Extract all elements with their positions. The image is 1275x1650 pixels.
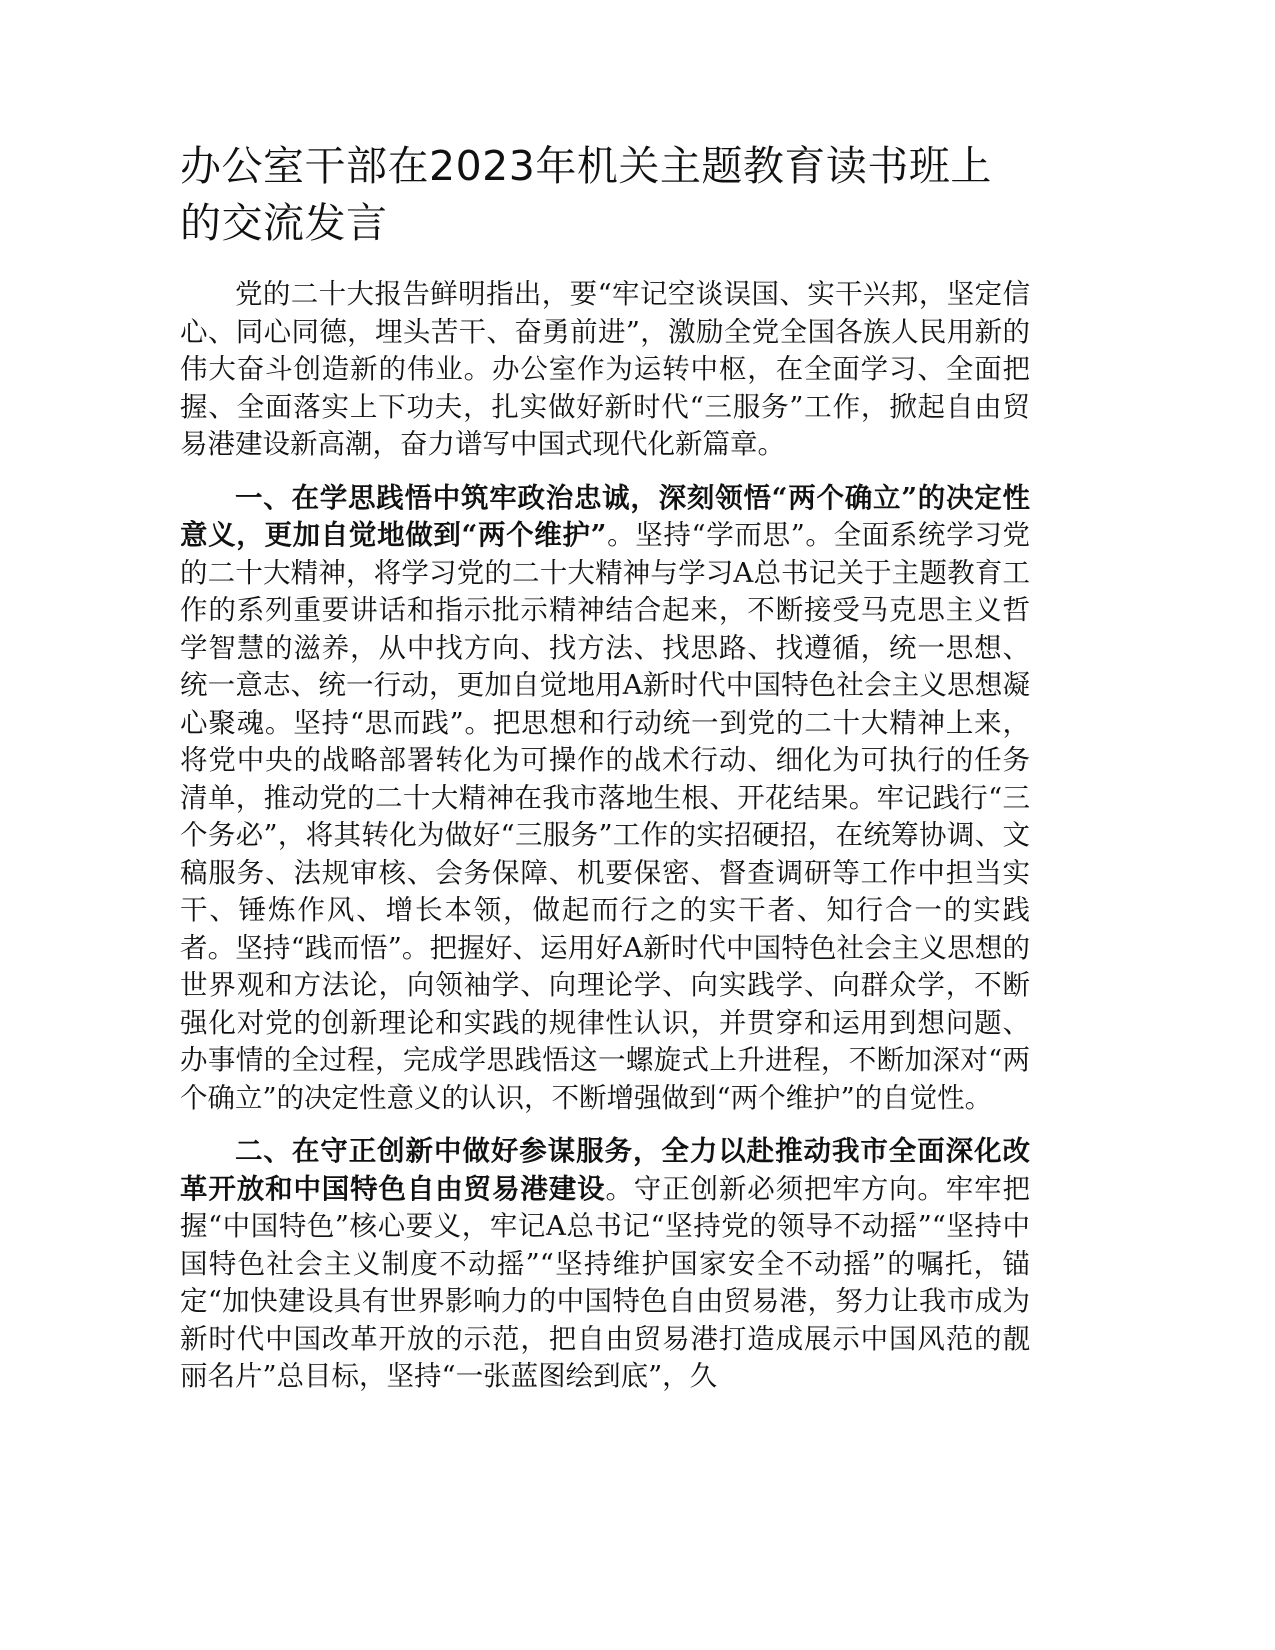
section-1-heading: 一、在学思践悟中筑牢政治忠诚，深刻领悟“两个确立”的决定性意义，更加自觉地做到“两个维护” — [180, 481, 1030, 551]
section-2-body: 。守正创新必须把牢方向。牢牢把握“中国特色”核心要义，牢记A总书记“坚持党的领导不动摇”“坚持中国特色社会主义制度不动摇”“坚持维护国家安全不动摇”的嘱托，锚定“加快建设具有世界影响力的中国特色自由贸易港，努力让我市成为新时代中国改革开放的示范，把自由贸易港打造成展示中国风范的靓丽名片”总目标，坚持“一张蓝图绘到底”，久 — [180, 1172, 1031, 1392]
section-2-heading: 二、在守正创新中做好参谋服务，全力以赴推动我市全面深化改革开放和中国特色自由贸易港建设 — [180, 1135, 1030, 1205]
document-title: 办公室干部在2023年机关主题教育读书班上的交流发言 — [180, 142, 992, 247]
section-1-body: 。坚持“学而思”。全面系统学习党的二十大精神，将学习党的二十大精神与学习A总书记关于主题教育工作的系列重要讲话和指示批示精神结合起来，不断接受马克思主义哲学智慧的滋养，从中找方向、找方法、找思路、找遵循，统一思想、统一意志、统一行动，更加自觉地用A新时代中国特色社会主义思想凝心聚魂。坚持“思而践”。把思想和行动统一到党的二十大精神上来，将党中央的战略部署转化为可操作的战术行动、细化为可执行的任务清单，推动党的二十大精神在我市落地生根、开花结果。牢记践行“三个务必”，将其转化为做好“三服务”工作的实招硬招，在统筹协调、文稿服务、法规审核、会务保障、机要保密、督查调研等工作中担当实干、锤炼作风、增长本领，做起而行之的实干者、知行合一的实践者。坚持“践而悟”。把握好、运用好A新时代中国特色社会主义思想的世界观和方法论，向领袖学、向理论学、向实践学、向群众学，不断强化对党的创新理论和实践的规律性认识，并贯穿和运用到想问题、办事情的全过程，完成学思践悟这一螺旋式上升进程，不断加深对“两个确立”的决定性意义的认识，不断增强做到“两个维护”的自觉性。 — [180, 519, 1030, 1114]
section-1-paragraph — [180, 480, 1030, 1118]
intro-paragraph: 党的二十大报告鲜明指出，要“牢记空谈误国、实干兴邦，坚定信心、同心同德，埋头苦干、奋勇前进”，激励全党全国各族人民用新的伟大奋斗创造新的伟业。办公室作为运转中枢，在全面学习、全面把握、全面落实上下功夫，扎实做好新时代“三服务”工作，掀起自由贸易港建设新高潮，奋力谱写中国式现代化新篇章。 — [180, 278, 1030, 460]
section-2-paragraph — [180, 1133, 1030, 1396]
document-page — [180, 138, 1030, 1412]
